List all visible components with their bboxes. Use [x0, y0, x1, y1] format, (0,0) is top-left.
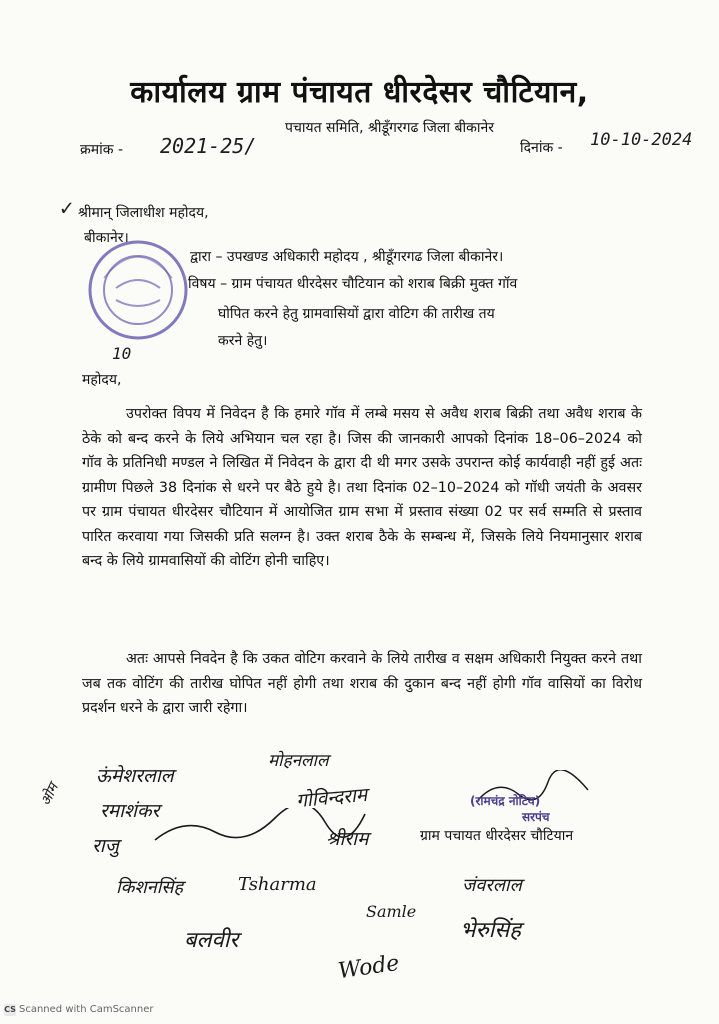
camscanner-logo-icon: CS: [4, 1005, 16, 1014]
signature-10: Samle: [366, 902, 417, 921]
signature-5: राजु: [92, 835, 119, 857]
sarpanch-office: ग्राम पचायत धीरदेसर चौटियान: [420, 828, 574, 844]
subject-line1: विषय – ग्राम पंचायत धीरदेसर चौटियान को शराब बिक्री मुक्त गॉव: [188, 276, 518, 292]
subject-line3: करने हेतु।: [218, 333, 268, 349]
ref-label: क्रमांक -: [80, 142, 124, 158]
signature-12: भेरुसिंह: [460, 918, 521, 943]
scanner-watermark: [4, 1004, 154, 1016]
office-subtitle: पचायत समिति, श्रीडूँगरगढ जिला बीकानेर: [285, 120, 494, 136]
signature-1: ऊंमेशरलाल: [96, 765, 174, 787]
signature-6: श्रीराम: [326, 828, 369, 850]
office-title: कार्यालय ग्राम पंचायत धीरदेसर चौटियान,: [130, 75, 589, 110]
via-line: द्वारा – उपखण्ड अधिकारी महोदय , श्रीडूँगरगढ जिला बीकानेर।: [190, 249, 504, 265]
sarpanch-title: सरपंच: [522, 810, 550, 824]
signature-13: Wode: [336, 950, 401, 985]
paragraph-1: उपरोक्त विपय में निवेदन है कि हमारे गॉव में लम्बे मसय से अवैध शराब बिक्री तथा अवैध शराब के ठेके को बन्द करने के लिये अभियान चल रहा है। जिस की जानकारी आपको दिनांक 18–06–2024 को गॉव के प्रतिनिधी मण्डल ने लिखित में निवेदन के द्वारा दी थी मगर उसके उपरान्त कोई कार्यवाही नहीं हुई अतः ग्रामीण पिछले 38 दिनांक से धरने पर बैठे हुये है। तथा दिनांक 02–10–2024 को गॉधी जयंती के अवसर पर ग्राम पंचायत धीरदेसर चौटियान में आयोजित ग्राम सभा में प्रस्ताव संख्या 02 पर सर्व सम्मति से प्रस्ताव पारित करवाया गया जिसकी प्रति सलग्न है। उक्त शराब ठैके के सम्बन्ध में, जिसके लिये नियमानुसार शराब बन्द के लिये ग्रामवासियों की वोटिंग होनी चाहिए।: [82, 406, 642, 569]
addressee-line1: श्रीमान् जिलाधीश महोदय,: [78, 205, 209, 221]
signature-2: मोहनलाल: [268, 751, 329, 771]
signature-7: किशनसिंह: [116, 877, 184, 898]
signature-8: Tsharma: [238, 874, 317, 895]
addressee-line2: बीकानेर।: [84, 230, 129, 246]
subject-line2: घोपित करने हेतु ग्रामवासियों द्वारा वोटिग की तारीख तय: [218, 306, 495, 322]
signature-margin: ओम: [37, 781, 62, 809]
sarpanch-name: (रामचंद्र नोटिय): [470, 794, 541, 808]
paragraph-2: अतः आपसे निवदेन है कि उकत वोटिग करवाने के लिये तारीख व सक्षम अधिकारी नियुक्त करने तथा जब तक वोटिंग की तारीख घोपित नहीं होगी तथा शराब की दुकान बन्द नहीं होगी गॉव वासियों का विरोध प्रदर्शन धरने के द्वारा जारी रहेगा।: [82, 651, 642, 716]
signature-11: जंवरलाल: [462, 875, 522, 896]
watermark-text: Scanned with CamScanner: [19, 1004, 154, 1015]
signature-9: बलवीर: [184, 928, 239, 953]
tick-mark: ✓: [60, 196, 74, 221]
ref-number: 2021-25/: [160, 134, 257, 158]
office-stamp: [86, 238, 190, 342]
date-value: 10-10-2024: [590, 130, 693, 150]
signature-3: रमाशंकर: [100, 800, 160, 822]
signature-4: गोविन्दराम: [295, 783, 369, 813]
stamp-note: 10: [112, 344, 132, 363]
date-label: दिनांक -: [520, 140, 563, 156]
salutation: महोदय,: [82, 372, 122, 388]
